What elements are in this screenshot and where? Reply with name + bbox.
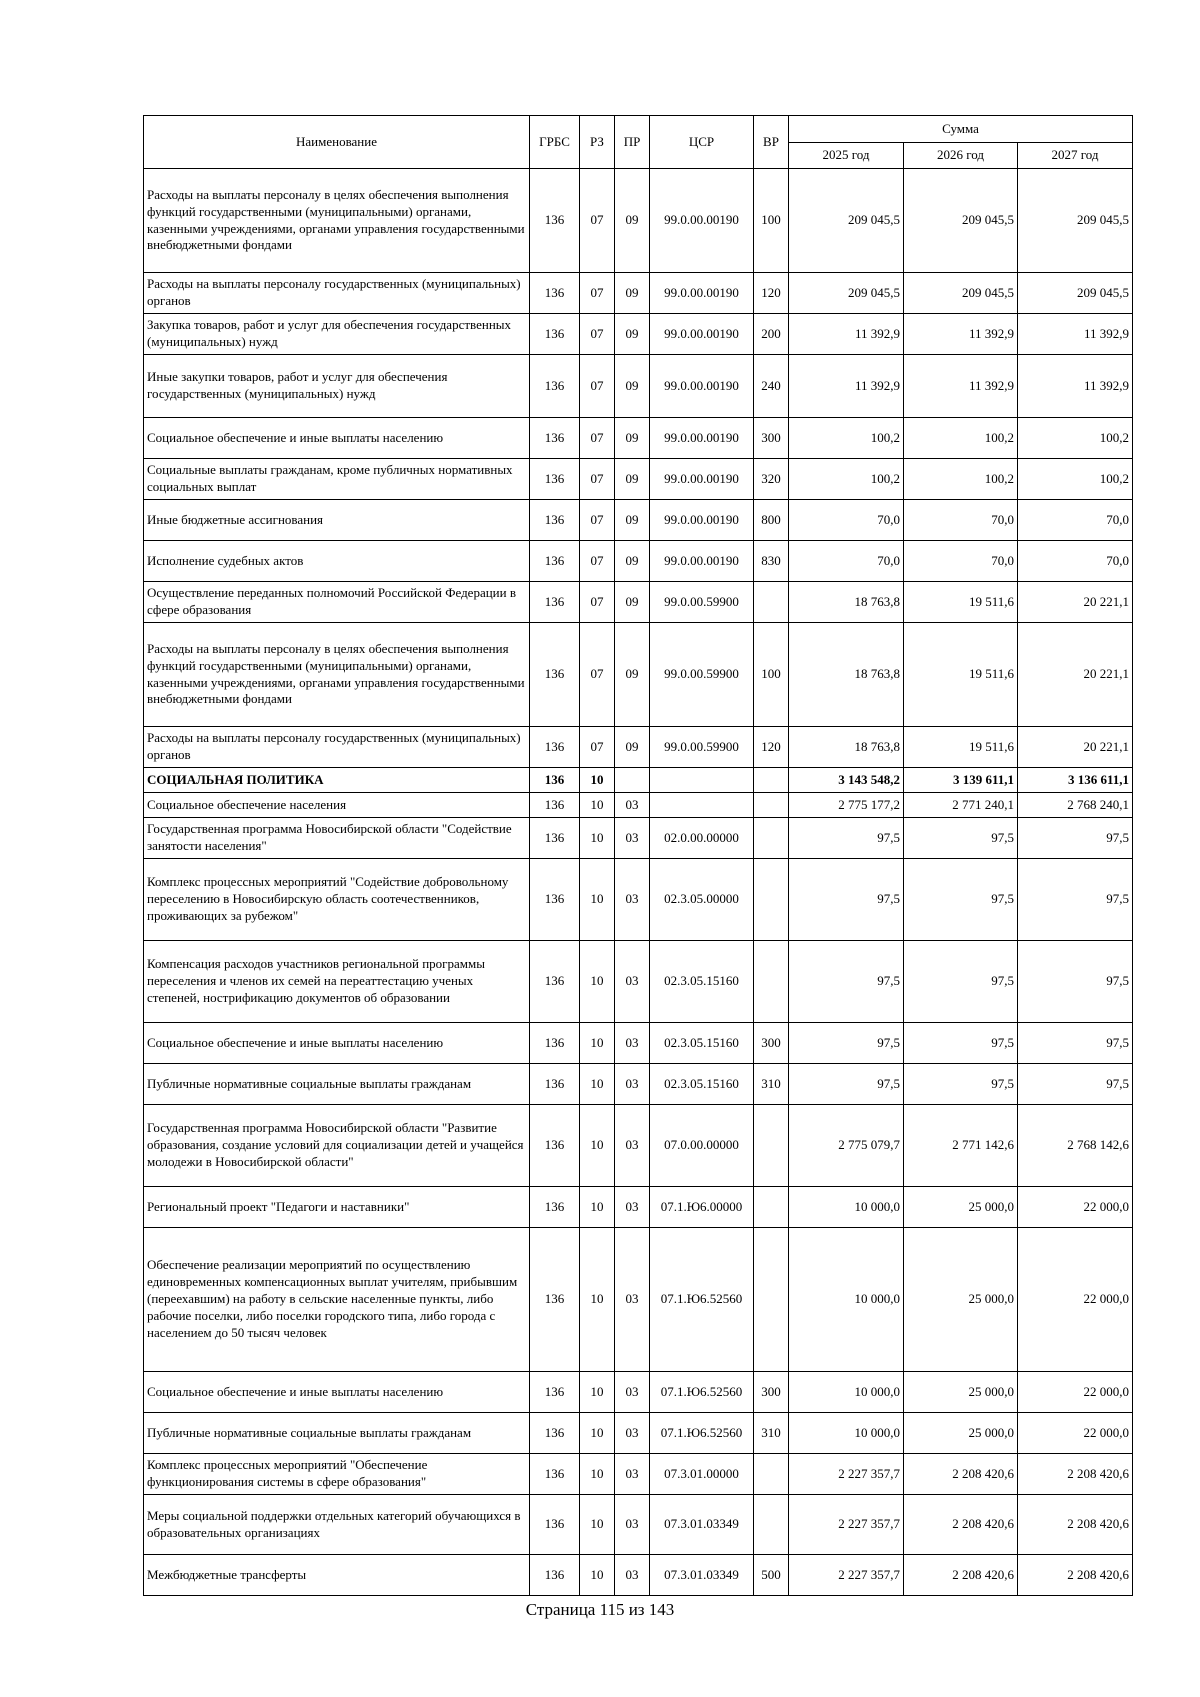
cell-vr (754, 1495, 789, 1555)
cell-pr: 09 (615, 273, 650, 314)
cell-sum-2025: 97,5 (789, 1064, 904, 1105)
cell-sum-2025: 18 763,8 (789, 623, 904, 727)
cell-grbs: 136 (530, 500, 580, 541)
cell-pr: 03 (615, 1413, 650, 1454)
cell-name: Расходы на выплаты персоналу в целях обеспечения выполнения функций государственными (муниципальными) органами, казенными учреждениями, органами управления государственными внебюджетными фондами (144, 169, 530, 273)
cell-grbs: 136 (530, 169, 580, 273)
cell-vr: 240 (754, 355, 789, 418)
cell-vr: 300 (754, 1023, 789, 1064)
cell-sum-2025: 2 227 357,7 (789, 1495, 904, 1555)
cell-vr (754, 1228, 789, 1372)
cell-sum-2026: 2 208 420,6 (904, 1495, 1018, 1555)
cell-rz: 10 (580, 818, 615, 859)
cell-grbs: 136 (530, 768, 580, 793)
cell-csr: 99.0.00.00190 (650, 169, 754, 273)
cell-csr: 99.0.00.59900 (650, 727, 754, 768)
cell-name: Комплекс процессных мероприятий "Обеспечение функционирования системы в сфере образования" (144, 1454, 530, 1495)
cell-vr (754, 1105, 789, 1187)
cell-sum-2026: 11 392,9 (904, 355, 1018, 418)
cell-grbs: 136 (530, 314, 580, 355)
header-grbs: ГРБС (530, 116, 580, 169)
cell-rz: 10 (580, 1495, 615, 1555)
cell-rz: 07 (580, 314, 615, 355)
cell-sum-2027: 22 000,0 (1018, 1413, 1133, 1454)
cell-vr (754, 941, 789, 1023)
header-name: Наименование (144, 116, 530, 169)
cell-sum-2026: 25 000,0 (904, 1413, 1018, 1454)
cell-rz: 10 (580, 1454, 615, 1495)
cell-rz: 07 (580, 169, 615, 273)
cell-sum-2025: 70,0 (789, 500, 904, 541)
cell-sum-2027: 11 392,9 (1018, 314, 1133, 355)
cell-sum-2027: 100,2 (1018, 418, 1133, 459)
cell-grbs: 136 (530, 1454, 580, 1495)
cell-pr: 09 (615, 418, 650, 459)
cell-sum-2027: 22 000,0 (1018, 1187, 1133, 1228)
cell-csr: 07.3.01.03349 (650, 1555, 754, 1596)
table-row (144, 582, 1133, 623)
cell-sum-2026: 100,2 (904, 418, 1018, 459)
cell-vr (754, 859, 789, 941)
cell-grbs: 136 (530, 1064, 580, 1105)
cell-csr: 02.0.00.00000 (650, 818, 754, 859)
cell-rz: 07 (580, 355, 615, 418)
cell-csr: 07.3.01.03349 (650, 1495, 754, 1555)
cell-grbs: 136 (530, 1372, 580, 1413)
cell-sum-2025: 97,5 (789, 859, 904, 941)
cell-sum-2027: 2 768 240,1 (1018, 793, 1133, 818)
cell-sum-2027: 11 392,9 (1018, 355, 1133, 418)
cell-rz: 07 (580, 541, 615, 582)
table-row (144, 1105, 1133, 1187)
cell-pr: 03 (615, 1023, 650, 1064)
cell-sum-2027: 20 221,1 (1018, 727, 1133, 768)
cell-rz: 10 (580, 941, 615, 1023)
table-row (144, 1454, 1133, 1495)
cell-sum-2025: 10 000,0 (789, 1228, 904, 1372)
cell-sum-2025: 97,5 (789, 818, 904, 859)
cell-name: Обеспечение реализации мероприятий по осуществлению единовременных компенсационных выплат учителям, прибывшим (переехавшим) на работу в сельские населенные пункты, либо рабочие поселки, либо поселки городского типа, либо города с населением до 50 тысяч человек (144, 1228, 530, 1372)
cell-rz: 10 (580, 1064, 615, 1105)
cell-rz: 10 (580, 1555, 615, 1596)
cell-grbs: 136 (530, 727, 580, 768)
cell-grbs: 136 (530, 541, 580, 582)
cell-vr (754, 793, 789, 818)
cell-pr: 03 (615, 1064, 650, 1105)
cell-csr: 99.0.00.00190 (650, 314, 754, 355)
cell-grbs: 136 (530, 818, 580, 859)
table-row (144, 727, 1133, 768)
header-year-2027: 2027 год (1018, 143, 1133, 169)
cell-sum-2026: 70,0 (904, 541, 1018, 582)
cell-csr: 02.3.05.15160 (650, 1023, 754, 1064)
table-row (144, 459, 1133, 500)
cell-vr: 500 (754, 1555, 789, 1596)
cell-vr: 800 (754, 500, 789, 541)
table-row (144, 418, 1133, 459)
cell-sum-2026: 25 000,0 (904, 1372, 1018, 1413)
table-row (144, 1228, 1133, 1372)
table-row (144, 541, 1133, 582)
cell-name: Иные бюджетные ассигнования (144, 500, 530, 541)
cell-rz: 07 (580, 418, 615, 459)
cell-sum-2026: 19 511,6 (904, 582, 1018, 623)
cell-pr: 03 (615, 1372, 650, 1413)
table-row (144, 941, 1133, 1023)
cell-name: Публичные нормативные социальные выплаты гражданам (144, 1064, 530, 1105)
cell-name: Социальное обеспечение населения (144, 793, 530, 818)
cell-sum-2026: 100,2 (904, 459, 1018, 500)
cell-rz: 10 (580, 793, 615, 818)
cell-rz: 10 (580, 1372, 615, 1413)
cell-vr: 300 (754, 1372, 789, 1413)
cell-sum-2025: 2 227 357,7 (789, 1555, 904, 1596)
cell-sum-2025: 18 763,8 (789, 727, 904, 768)
cell-rz: 10 (580, 1187, 615, 1228)
cell-pr: 09 (615, 169, 650, 273)
cell-sum-2026: 70,0 (904, 500, 1018, 541)
cell-csr: 02.3.05.15160 (650, 941, 754, 1023)
cell-pr: 03 (615, 1228, 650, 1372)
cell-csr: 07.3.01.00000 (650, 1454, 754, 1495)
cell-rz: 10 (580, 1105, 615, 1187)
cell-pr: 09 (615, 500, 650, 541)
cell-sum-2027: 97,5 (1018, 1064, 1133, 1105)
table-row (144, 793, 1133, 818)
cell-sum-2025: 209 045,5 (789, 169, 904, 273)
cell-sum-2027: 97,5 (1018, 859, 1133, 941)
cell-vr: 300 (754, 418, 789, 459)
cell-sum-2027: 2 208 420,6 (1018, 1495, 1133, 1555)
cell-name: Исполнение судебных актов (144, 541, 530, 582)
cell-sum-2025: 2 775 177,2 (789, 793, 904, 818)
cell-vr (754, 1187, 789, 1228)
table-row (144, 273, 1133, 314)
cell-sum-2025: 70,0 (789, 541, 904, 582)
table-row (144, 314, 1133, 355)
cell-name: Государственная программа Новосибирской области "Содействие занятости населения" (144, 818, 530, 859)
cell-grbs: 136 (530, 1187, 580, 1228)
header-pr: ПР (615, 116, 650, 169)
cell-sum-2025: 10 000,0 (789, 1372, 904, 1413)
cell-name: Иные закупки товаров, работ и услуг для обеспечения государственных (муниципальных) нужд (144, 355, 530, 418)
cell-pr: 03 (615, 1454, 650, 1495)
cell-grbs: 136 (530, 1413, 580, 1454)
table-row (144, 1023, 1133, 1064)
cell-name: Закупка товаров, работ и услуг для обеспечения государственных (муниципальных) нужд (144, 314, 530, 355)
cell-grbs: 136 (530, 582, 580, 623)
table-row (144, 1413, 1133, 1454)
cell-sum-2026: 25 000,0 (904, 1187, 1018, 1228)
table-row (144, 818, 1133, 859)
cell-pr: 09 (615, 314, 650, 355)
header-rz: РЗ (580, 116, 615, 169)
cell-grbs: 136 (530, 793, 580, 818)
cell-csr: 99.0.00.00190 (650, 355, 754, 418)
cell-sum-2026: 3 139 611,1 (904, 768, 1018, 793)
cell-sum-2027: 97,5 (1018, 818, 1133, 859)
cell-pr: 03 (615, 1555, 650, 1596)
cell-pr: 03 (615, 1187, 650, 1228)
cell-rz: 07 (580, 582, 615, 623)
table-row (144, 1495, 1133, 1555)
cell-rz: 07 (580, 273, 615, 314)
cell-csr: 99.0.00.59900 (650, 623, 754, 727)
cell-csr: 02.3.05.00000 (650, 859, 754, 941)
cell-name: Социальное обеспечение и иные выплаты населению (144, 418, 530, 459)
cell-sum-2026: 19 511,6 (904, 727, 1018, 768)
cell-sum-2025: 100,2 (789, 459, 904, 500)
cell-sum-2027: 97,5 (1018, 941, 1133, 1023)
header-vr: ВР (754, 116, 789, 169)
cell-vr: 100 (754, 623, 789, 727)
cell-pr: 09 (615, 355, 650, 418)
cell-sum-2025: 18 763,8 (789, 582, 904, 623)
cell-sum-2026: 97,5 (904, 818, 1018, 859)
cell-sum-2026: 97,5 (904, 941, 1018, 1023)
cell-vr (754, 1454, 789, 1495)
cell-rz: 10 (580, 859, 615, 941)
cell-sum-2026: 2 208 420,6 (904, 1454, 1018, 1495)
cell-name: Расходы на выплаты персоналу государственных (муниципальных) органов (144, 273, 530, 314)
cell-pr: 03 (615, 793, 650, 818)
page-number: Страница 115 из 143 (525, 1600, 675, 1619)
cell-grbs: 136 (530, 1555, 580, 1596)
cell-csr: 07.1.Ю6.52560 (650, 1413, 754, 1454)
cell-sum-2025: 97,5 (789, 941, 904, 1023)
budget-table (143, 115, 1133, 1596)
cell-sum-2027: 70,0 (1018, 541, 1133, 582)
cell-rz: 10 (580, 1023, 615, 1064)
cell-name: Государственная программа Новосибирской области "Развитие образования, создание условий для социализации детей и учащейся молодежи в Новосибирской области" (144, 1105, 530, 1187)
cell-name: СОЦИАЛЬНАЯ ПОЛИТИКА (144, 768, 530, 793)
cell-pr: 09 (615, 459, 650, 500)
cell-sum-2026: 97,5 (904, 1064, 1018, 1105)
cell-grbs: 136 (530, 1228, 580, 1372)
cell-pr: 03 (615, 1105, 650, 1187)
cell-vr: 830 (754, 541, 789, 582)
cell-name: Расходы на выплаты персоналу государственных (муниципальных) органов (144, 727, 530, 768)
cell-sum-2026: 97,5 (904, 859, 1018, 941)
cell-rz: 10 (580, 768, 615, 793)
table-row (144, 500, 1133, 541)
cell-pr (615, 768, 650, 793)
cell-vr: 100 (754, 169, 789, 273)
cell-sum-2027: 209 045,5 (1018, 273, 1133, 314)
cell-sum-2027: 22 000,0 (1018, 1228, 1133, 1372)
cell-grbs: 136 (530, 273, 580, 314)
cell-sum-2027: 3 136 611,1 (1018, 768, 1133, 793)
cell-csr: 99.0.00.00190 (650, 541, 754, 582)
cell-csr (650, 793, 754, 818)
cell-name: Социальное обеспечение и иные выплаты населению (144, 1372, 530, 1413)
cell-csr: 99.0.00.00190 (650, 273, 754, 314)
cell-grbs: 136 (530, 1023, 580, 1064)
cell-pr: 03 (615, 818, 650, 859)
cell-grbs: 136 (530, 355, 580, 418)
cell-name: Социальные выплаты гражданам, кроме публичных нормативных социальных выплат (144, 459, 530, 500)
cell-pr: 09 (615, 727, 650, 768)
cell-vr: 320 (754, 459, 789, 500)
cell-csr: 99.0.00.59900 (650, 582, 754, 623)
cell-sum-2026: 19 511,6 (904, 623, 1018, 727)
table-row (144, 1555, 1133, 1596)
cell-sum-2026: 25 000,0 (904, 1228, 1018, 1372)
header-sum: Сумма (789, 116, 1133, 143)
cell-sum-2025: 11 392,9 (789, 355, 904, 418)
cell-sum-2027: 70,0 (1018, 500, 1133, 541)
cell-sum-2026: 2 208 420,6 (904, 1555, 1018, 1596)
cell-sum-2025: 11 392,9 (789, 314, 904, 355)
cell-sum-2026: 11 392,9 (904, 314, 1018, 355)
table-row (144, 623, 1133, 727)
cell-pr: 09 (615, 541, 650, 582)
cell-csr: 07.0.00.00000 (650, 1105, 754, 1187)
table-row (144, 768, 1133, 793)
header-year-2025: 2025 год (789, 143, 904, 169)
cell-vr (754, 582, 789, 623)
cell-name: Публичные нормативные социальные выплаты гражданам (144, 1413, 530, 1454)
cell-sum-2025: 3 143 548,2 (789, 768, 904, 793)
cell-sum-2026: 2 771 240,1 (904, 793, 1018, 818)
cell-sum-2027: 2 208 420,6 (1018, 1454, 1133, 1495)
cell-vr: 120 (754, 727, 789, 768)
cell-sum-2026: 209 045,5 (904, 169, 1018, 273)
cell-sum-2027: 97,5 (1018, 1023, 1133, 1064)
cell-sum-2027: 209 045,5 (1018, 169, 1133, 273)
cell-name: Компенсация расходов участников региональной программы переселения и членов их семей на переаттестацию ученых степеней, нострификацию документов об образовании (144, 941, 530, 1023)
cell-name: Региональный проект "Педагоги и наставники" (144, 1187, 530, 1228)
cell-pr: 09 (615, 582, 650, 623)
cell-rz: 07 (580, 500, 615, 541)
table-row (144, 859, 1133, 941)
cell-sum-2025: 2 775 079,7 (789, 1105, 904, 1187)
table-body (144, 169, 1133, 1596)
cell-vr (754, 768, 789, 793)
cell-grbs: 136 (530, 623, 580, 727)
cell-csr: 99.0.00.00190 (650, 500, 754, 541)
cell-name: Расходы на выплаты персоналу в целях обеспечения выполнения функций государственными (муниципальными) органами, казенными учреждениями, органами управления государственными внебюджетными фондами (144, 623, 530, 727)
table-row (144, 169, 1133, 273)
cell-rz: 10 (580, 1413, 615, 1454)
cell-sum-2027: 100,2 (1018, 459, 1133, 500)
cell-name: Межбюджетные трансферты (144, 1555, 530, 1596)
cell-pr: 09 (615, 623, 650, 727)
cell-csr: 07.1.Ю6.52560 (650, 1372, 754, 1413)
cell-sum-2027: 2 208 420,6 (1018, 1555, 1133, 1596)
table-row (144, 1372, 1133, 1413)
table-row (144, 1187, 1133, 1228)
cell-grbs: 136 (530, 1105, 580, 1187)
cell-sum-2026: 209 045,5 (904, 273, 1018, 314)
cell-csr (650, 768, 754, 793)
table-row (144, 1064, 1133, 1105)
cell-vr (754, 818, 789, 859)
cell-sum-2025: 2 227 357,7 (789, 1454, 904, 1495)
cell-vr: 310 (754, 1413, 789, 1454)
cell-sum-2025: 209 045,5 (789, 273, 904, 314)
cell-grbs: 136 (530, 941, 580, 1023)
cell-csr: 07.1.Ю6.00000 (650, 1187, 754, 1228)
cell-sum-2025: 10 000,0 (789, 1187, 904, 1228)
cell-sum-2026: 2 771 142,6 (904, 1105, 1018, 1187)
cell-vr: 200 (754, 314, 789, 355)
cell-sum-2027: 2 768 142,6 (1018, 1105, 1133, 1187)
cell-rz: 07 (580, 727, 615, 768)
cell-sum-2025: 10 000,0 (789, 1413, 904, 1454)
cell-name: Комплекс процессных мероприятий "Содействие добровольному переселению в Новосибирскую область соотечественников, проживающих за рубежом" (144, 859, 530, 941)
header-year-2026: 2026 год (904, 143, 1018, 169)
cell-csr: 07.1.Ю6.52560 (650, 1228, 754, 1372)
cell-pr: 03 (615, 859, 650, 941)
cell-sum-2025: 100,2 (789, 418, 904, 459)
cell-pr: 03 (615, 941, 650, 1023)
cell-name: Осуществление переданных полномочий Российской Федерации в сфере образования (144, 582, 530, 623)
cell-grbs: 136 (530, 459, 580, 500)
cell-vr: 120 (754, 273, 789, 314)
table-row (144, 355, 1133, 418)
cell-csr: 99.0.00.00190 (650, 418, 754, 459)
cell-name: Социальное обеспечение и иные выплаты населению (144, 1023, 530, 1064)
cell-sum-2027: 20 221,1 (1018, 582, 1133, 623)
cell-sum-2026: 97,5 (904, 1023, 1018, 1064)
cell-grbs: 136 (530, 418, 580, 459)
cell-csr: 02.3.05.15160 (650, 1064, 754, 1105)
cell-name: Меры социальной поддержки отдельных категорий обучающихся в образовательных организациях (144, 1495, 530, 1555)
cell-grbs: 136 (530, 1495, 580, 1555)
cell-rz: 07 (580, 623, 615, 727)
cell-sum-2027: 20 221,1 (1018, 623, 1133, 727)
cell-rz: 10 (580, 1228, 615, 1372)
cell-vr: 310 (754, 1064, 789, 1105)
cell-grbs: 136 (530, 859, 580, 941)
header-csr: ЦСР (650, 116, 754, 169)
cell-rz: 07 (580, 459, 615, 500)
cell-pr: 03 (615, 1495, 650, 1555)
cell-sum-2027: 22 000,0 (1018, 1372, 1133, 1413)
cell-sum-2025: 97,5 (789, 1023, 904, 1064)
cell-csr: 99.0.00.00190 (650, 459, 754, 500)
